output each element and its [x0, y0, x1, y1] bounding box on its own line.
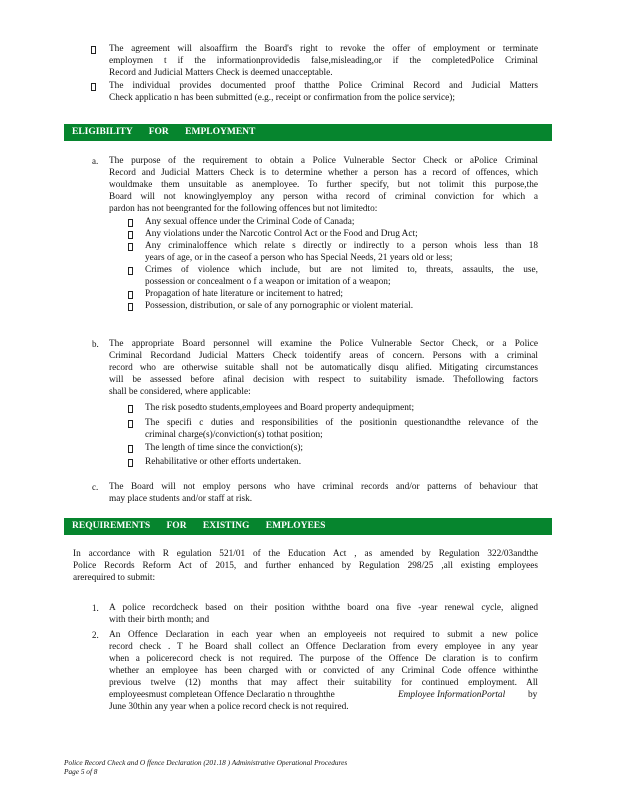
text-line: previous twelve (12) months that may affect their suitability for continued employment. All	[109, 678, 538, 688]
list-marker: 1.	[92, 603, 99, 613]
text-line: employmen t if the informationprovidedis false,misleading,or if the completedPolice Criminal	[109, 56, 538, 66]
text-line: An Offence Declaration in each year when an employeeis not required to submit a new police	[109, 630, 538, 640]
text-line: with their birth month; and	[109, 615, 210, 625]
text-line: The individual provides documented proof thatthe Police Criminal Record and Judicial Matters	[109, 81, 538, 91]
section-header-requirements: REQUIREMENTS FOR EXISTING EMPLOYEES	[64, 518, 552, 535]
text-line: Crimes of violence which include, but are not limited to, threats, assaults, the use,	[145, 265, 538, 275]
text-line: record who are otherwise suitable shall not be automatically disqu alified. Mitigating circumstances	[109, 363, 538, 373]
bullet-icon	[91, 46, 96, 54]
text-line: years of age, or in the caseof a person who has Special Needs, 21 years old or less;	[145, 253, 453, 263]
bullet-icon	[128, 459, 133, 467]
text-line: The specifi c duties and responsibilities of the positionin questionandthe relevance of the	[145, 418, 538, 428]
text-line: will be assessed before afinal decision with respect to suitability ismade. Thefollowing factors	[109, 375, 538, 385]
text-line: In accordance with R egulation 521/01 of the Education Act , as amended by Regulation 322/03andthe	[73, 549, 538, 559]
bullet-icon	[128, 231, 133, 239]
text-line: by	[528, 690, 538, 700]
text-line: employeesmust completean Offence Declaratio n throughthe	[109, 690, 335, 700]
footer-title: Police Record Check and O ffence Declaration (201.18 ) Administrative Operational Procedures	[64, 758, 348, 767]
text-line: The length of time since the conviction(s);	[145, 443, 304, 453]
bullet-icon	[128, 219, 133, 227]
text-line: possession or concealment o f a weapon or imitation of a weapon;	[145, 277, 391, 287]
text-line: criminal charge(s)/conviction(s) tothat position;	[145, 430, 323, 440]
text-line: Any criminaloffence which relate s directly or indirectly to a person whois less than 18	[145, 241, 538, 251]
text-line: The Board will not employ persons who have criminal records and/or patterns of behaviour that	[109, 482, 538, 492]
text-line: Propagation of hate literature or incitement to hatred;	[145, 289, 344, 299]
text-line: A police recordcheck based on their position withthe board ona five -year renewal cycle, aligned	[109, 603, 538, 613]
text-line: June 30thin any year when a police record check is not required.	[109, 702, 349, 712]
list-marker: 2.	[92, 630, 99, 640]
text-line: Record and Judicial Matters Check is deemed unacceptable.	[109, 68, 333, 78]
text-line: pardon has not beengranted for the following offences but not limitedto:	[109, 204, 378, 214]
text-line: The agreement will alsoaffirm the Board's right to revoke the offer of employment or terminate	[109, 44, 538, 54]
text-line: arerequired to submit:	[73, 573, 156, 583]
text-line: Rehabilitative or other efforts undertaken.	[145, 457, 302, 467]
text-line: Police Records Reform Act of 2015, and further enhanced by Regulation 298/25 ,all existing employees	[73, 561, 538, 571]
text-line: may place students and/or staff at risk.	[109, 494, 253, 504]
text-line: wouldmake them unsuitable as anemployee. To further specify, but not tolimit this purpose,the	[109, 180, 538, 190]
text-line: The appropriate Board personnel will examine the Police Vulnerable Sector Check, or a Police	[109, 339, 538, 349]
bullet-icon	[128, 420, 133, 428]
text-line: The purpose of the requirement to obtain a Police Vulnerable Sector Check or aPolice Criminal	[109, 156, 538, 166]
bullet-icon	[128, 303, 133, 311]
text-line: Possession, distribution, or sale of any pornographic or violent material.	[145, 301, 414, 311]
bullet-icon	[128, 267, 133, 275]
list-marker: b.	[92, 339, 99, 349]
bullet-icon	[128, 243, 133, 251]
text-line: record check . T he Board shall collect an Offence Declaration from every employee in any year	[109, 642, 538, 652]
text-line: Record and Judicial Matters Check is to determine whether a person has a record of offences, which	[109, 168, 538, 178]
text-line: Check applicatio n has been submitted (e.g., receipt or confirmation from the police service);	[109, 93, 455, 103]
text-line: Any violations under the Narcotic Control Act or the Food and Drug Act;	[145, 229, 418, 239]
section-header-eligibility: ELIGIBILITY FOR EMPLOYMENT	[64, 124, 552, 141]
bullet-icon	[128, 445, 133, 453]
list-marker: a.	[92, 156, 99, 166]
text-line: Board will not knowinglyemploy any person witha record of criminal conviction for which a	[109, 192, 538, 202]
text-line: shall be considered, where applicable:	[109, 387, 251, 397]
bullet-icon	[128, 291, 133, 299]
text-line: The risk posedto students,employees and Board property andequipment;	[145, 403, 415, 413]
text-line: Criminal Recordand Judicial Matters Check toidentify areas of concern. Persons with a criminal	[109, 351, 538, 361]
text-line: Any sexual offence under the Criminal Code of Canada;	[145, 217, 355, 227]
footer-page-number: Page 5 of 8	[64, 767, 98, 776]
bullet-icon	[128, 405, 133, 413]
text-line: when a policerecord check is not required. The purpose of the Offence De claration is to confirm	[109, 654, 538, 664]
portal-name: Employee InformationPortal	[398, 690, 506, 700]
text-line: whether an employee has been charged with or convicted of any Criminal Code offence withinthe	[109, 666, 538, 676]
list-marker: c.	[92, 482, 99, 492]
bullet-icon	[91, 83, 96, 91]
